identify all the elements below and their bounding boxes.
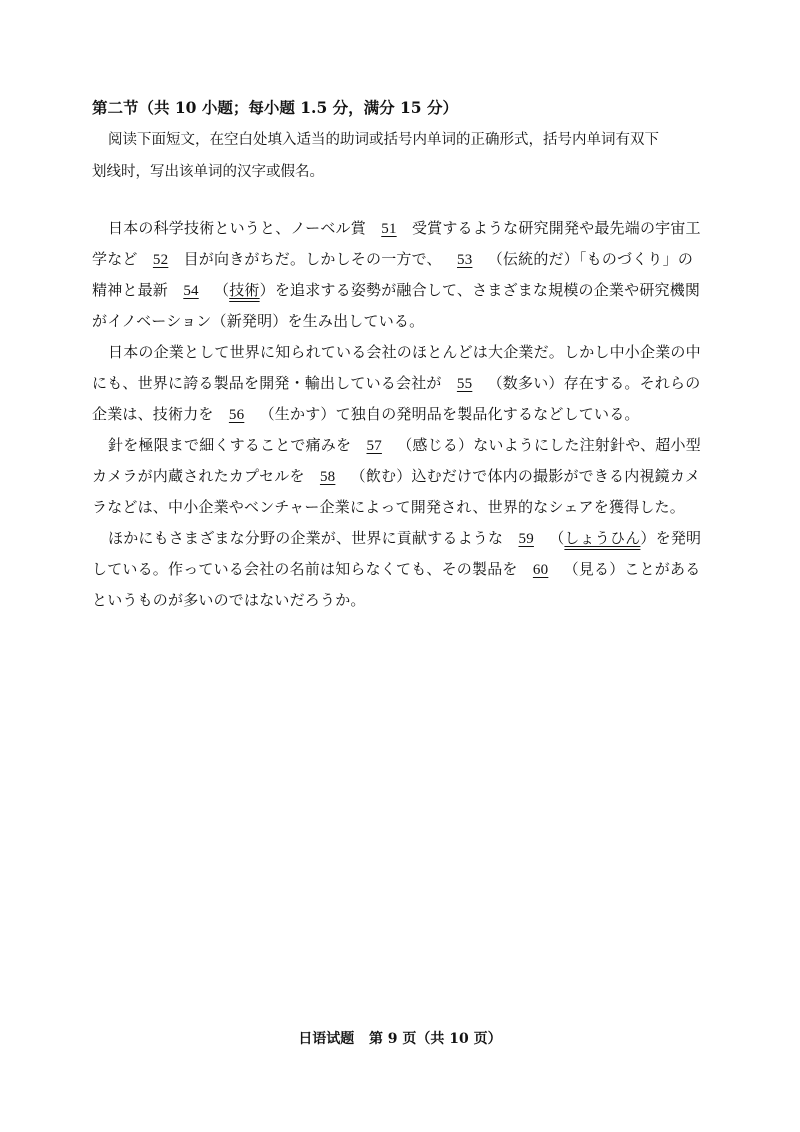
text: 学など bbox=[92, 250, 138, 268]
footer-page-number: 第 9 页（共 10 页） bbox=[368, 1031, 502, 1047]
text: がイノベーション（新発明）を生み出している。 bbox=[92, 312, 425, 330]
passage-line bbox=[92, 275, 718, 306]
text: にも、世界に誇る製品を開発・輸出している会社が bbox=[92, 374, 442, 392]
text: （感じる）ないようにした注射針や、超小型 bbox=[397, 436, 701, 454]
passage-line bbox=[92, 492, 718, 523]
passage-line bbox=[92, 337, 718, 368]
text: ラなどは、中小企業やベンチャー企業によって開発され、世界的なシェアを獲得した。 bbox=[92, 498, 685, 516]
passage-line bbox=[92, 585, 718, 616]
passage-line bbox=[92, 213, 718, 244]
passage-line bbox=[92, 523, 718, 554]
double-underlined-word: しょうひん bbox=[564, 529, 641, 547]
text: ほかにもさまざまな分野の企業が、世界に貢献するような bbox=[108, 529, 504, 547]
passage bbox=[92, 213, 718, 616]
text: 目が向きがちだ。しかしその一方で、 bbox=[183, 250, 442, 268]
blank-59[interactable]: 59 bbox=[518, 531, 534, 547]
text: ）を発明 bbox=[640, 529, 702, 547]
blank-55[interactable]: 55 bbox=[456, 376, 473, 392]
text: ）を追求する姿勢が融合して、さまざまな規模の企業や研究機関 bbox=[259, 281, 701, 299]
text: 企業は、技術力を bbox=[92, 405, 214, 423]
passage-line bbox=[92, 399, 718, 430]
text: カメラが内蔵されたカプセルを bbox=[92, 467, 305, 485]
blank-57[interactable]: 57 bbox=[366, 438, 382, 454]
passage-line bbox=[92, 461, 718, 492]
text: 精神と最新 bbox=[92, 281, 169, 299]
blank-51[interactable]: 51 bbox=[381, 221, 397, 237]
text: 日本の企業として世界に知られている会社のほとんどは大企業だ。しかし中小企業の中 bbox=[108, 343, 701, 361]
text: （伝統的だ）「ものづくり」の bbox=[487, 250, 694, 268]
text: している。作っている会社の名前は知らなくても、その製品を bbox=[92, 560, 518, 578]
passage-line bbox=[92, 554, 718, 585]
section-title: 第二节（共 10 小题；每小题 1.5 分，满分 15 分） bbox=[92, 98, 458, 117]
blank-52[interactable]: 52 bbox=[152, 252, 169, 268]
text: 受賞するような研究開発や最先端の宇宙工 bbox=[411, 219, 701, 237]
blank-54[interactable]: 54 bbox=[183, 283, 199, 299]
text: （飲む）込むだけで体内の撮影ができる内視鏡カメ bbox=[350, 467, 701, 485]
double-underlined-word: 技術 bbox=[229, 281, 260, 299]
text: （見る）ことがある bbox=[563, 560, 701, 578]
text: （ bbox=[214, 281, 230, 299]
blank-60[interactable]: 60 bbox=[532, 562, 549, 578]
footer-subject: 日语试题 bbox=[298, 1031, 355, 1047]
passage-line bbox=[92, 244, 718, 275]
instruction-line-2: 划线时，写出该单词的汉字或假名。 bbox=[92, 164, 324, 180]
text: （数多い）存在する。それらの bbox=[487, 374, 701, 392]
passage-line bbox=[92, 306, 718, 337]
passage-line bbox=[92, 430, 718, 461]
text: （生かす）て独自の発明品を製品化するなどしている。 bbox=[259, 405, 640, 423]
text: 針を極限まで細くすることで痛みを bbox=[108, 436, 352, 454]
text: というものが多いのではないだろうか。 bbox=[92, 591, 366, 609]
blank-53[interactable]: 53 bbox=[457, 252, 473, 268]
instruction-line-1: 阅读下面短文，在空白处填入适当的助词或括号内单词的正确形式，括号内单词有双下 bbox=[108, 132, 659, 148]
page-footer bbox=[0, 1028, 800, 1048]
text: 日本の科学技術というと、ノーベル賞 bbox=[108, 219, 366, 237]
passage-line bbox=[92, 368, 718, 399]
blank-58[interactable]: 58 bbox=[319, 469, 336, 485]
blank-56[interactable]: 56 bbox=[228, 407, 245, 423]
text: （ bbox=[549, 529, 565, 547]
